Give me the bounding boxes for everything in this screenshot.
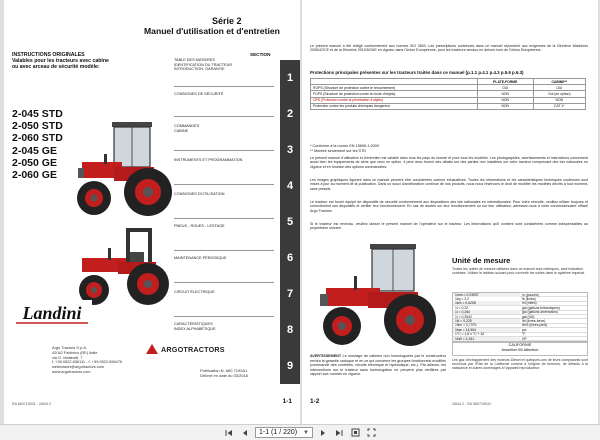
company-line[interactable]: www.argotractors.com (52, 368, 91, 374)
conversion-imperial: in (pouces) (522, 292, 539, 297)
conversion-table (452, 292, 588, 342)
table-cell: NON (477, 97, 533, 103)
model-item: 2-050 STD (12, 120, 63, 133)
table-header: CABINE** (533, 79, 585, 85)
protection-table-heading: Protections principales présentes sur les tracteurs traités dans ce manuel (p.1.1 p.4.1 p.4.3 p.5.6 p.6.3) (310, 70, 524, 75)
california-warning-text: Les gaz d'échappement des moteurs Diesel et quelques-uns de leurs composants sont reconnus par l'État de la Californie comme à l'origine de tumeurs, de défauts à la naissance et autres dommages à l'appareil reproducteur. (452, 358, 588, 371)
brand-name: Landini (22, 303, 82, 323)
instructions-line: INSTRUCTIONS ORIGINALES (12, 52, 85, 58)
prev-page-button[interactable] (239, 427, 251, 439)
toc-row (174, 58, 278, 72)
section-tab-2[interactable]: 2 (280, 96, 300, 132)
next-page-button[interactable] (317, 427, 329, 439)
toc-line: COMMANDES (174, 124, 200, 128)
publication-number: Publication N. 660 7190A1 (200, 368, 248, 373)
publication-date: Délivré en date du 03/2016 (200, 373, 249, 378)
page-right (302, 0, 598, 424)
left-page-number: 1-1 (282, 398, 292, 405)
company-line: via G. Matteotti, 7 (52, 354, 83, 360)
california-subtitle: Assertion 65 Attention (501, 348, 539, 352)
conversion-metric: 1Nm = 0,7375 (455, 323, 477, 328)
conversion-imperial: gal (gallons britanniques) (522, 305, 560, 310)
last-page-icon (335, 429, 343, 437)
toc-row (174, 290, 278, 295)
model-item: 2-060 STD (12, 132, 63, 145)
table-cell: NON (533, 97, 585, 103)
table-cell: NON (477, 91, 533, 97)
first-page-icon (225, 429, 233, 437)
toc-row (174, 124, 278, 133)
landini-logo (12, 300, 92, 326)
first-page-button[interactable] (223, 427, 235, 439)
company-line: 42042 Fabbrico (RE) Italie (52, 349, 98, 355)
toc-line: MAINTENANCE PÉRIODIQUE (174, 256, 227, 260)
model-item: 2-045 GE (12, 144, 57, 157)
viewer-toolbar (0, 424, 600, 440)
section-tab-7[interactable]: 7 (280, 276, 300, 312)
conversion-imperial: HP (522, 336, 527, 341)
model-item: 2-060 GE (12, 169, 57, 182)
table-cell: OUI (533, 85, 585, 91)
body-paragraph: Si le tracteur est revendu, veuillez laisser le présent manuel de l'opérateur sur le tracteur. Les informations qu'il contient sont considérées comme indispensables au propriétaire suivant. (310, 222, 588, 231)
conversion-row (453, 337, 587, 341)
instructions-block (12, 52, 160, 71)
toc-row (174, 322, 278, 331)
toc-line: CABINE (174, 128, 189, 133)
toc-row (174, 256, 278, 261)
conversion-imperial: gal (gallons américains) (522, 310, 558, 315)
model-item: 2-045 STD (12, 108, 63, 120)
model-item: 2-050 GE (12, 156, 57, 169)
section-tab-5[interactable]: 5 (280, 204, 300, 240)
toc-line: TABLE DES MATIERES (174, 58, 215, 62)
tractor-side-image (312, 240, 442, 350)
conversion-imperial: lbf.ft (livres-pied) (522, 323, 548, 328)
intro-paragraph: Le présent manuel a été rédigé conformément aux normes ISO 3600. Les prescriptions contenues dans ce manuel répondent aux exigences de la Directive Machines 2006/42/CE et de la Directive 2010/52/UE en vigueur dans l'Union Européenne, pour les tracteurs vendus en dehors hors de l'Union Européenne. (310, 44, 588, 53)
fit-page-icon (351, 428, 360, 437)
toc-row (174, 192, 278, 197)
left-footer-code: RA 660719041 - 2AN4.2 (12, 402, 51, 406)
conversion-metric: 1kW = 1,341 (453, 337, 520, 341)
warning-label: AVERTISSEMENT (310, 354, 342, 358)
argo-tractors-logo (146, 344, 225, 354)
toc-row (174, 224, 278, 229)
table-cell: Protection contre les produits chimiques dangereux (311, 103, 478, 109)
toc-row (174, 92, 278, 97)
table-cell: ROPS (Structure de protection contre le retournement) (311, 85, 478, 91)
body-paragraph: Le tracteur est fourni équipé de dispositifs de sécurité conformément aux dispositions des lois nationales en internationales. Pour votre sécurité, veuillez utiliser toujours et correctement ces dispositifs et vérifier leur fonctionnement. En cas de doutes sur leur fonctionnement ou sur leur utilisation, adressez-vous à votre concessionnaire officiel Argo Tractors. (310, 200, 588, 213)
toc-line: INDEX ALPHABÉTIQUE (174, 326, 216, 331)
section-tab-1[interactable]: 1 (280, 60, 300, 96)
toc-line: INTRODUCTION, GARANTIE (174, 67, 225, 72)
note-line: * Conforme à la norme EN 15695-1:2009 (310, 144, 380, 148)
argo-logo-text: ARGOTRACTORS (161, 345, 225, 354)
table-cell: FOPS (Structure de protection contre la chute d'objets) (311, 91, 478, 97)
table-cell: NON (477, 103, 533, 109)
conversion-imperial: gal (US) (522, 314, 535, 319)
table-cell: OUI (477, 85, 533, 91)
page-left (4, 0, 300, 424)
table-cell: CAT 1* (533, 103, 585, 109)
conversion-metric: 1kg = 2,2 (455, 297, 470, 302)
section-tab-3[interactable]: 3 (280, 132, 300, 168)
california-title: CALIFORNIE (508, 343, 532, 347)
toc-line: CIRCUIT ÉLECTRIQUE (174, 290, 215, 294)
manual-title: Manuel d'utilisation et d'entretien (144, 26, 280, 36)
conversion-metric: 1l = 0,2642 (455, 314, 472, 319)
tractor-rollbar-image (74, 224, 176, 308)
toc-divider (174, 282, 274, 283)
conversion-metric: 1mm = 0,03937 (453, 293, 520, 297)
instructions-line: Valables pour les tracteurs avec cabine (12, 58, 109, 65)
table-header: PLATE-FORME (477, 79, 533, 85)
argo-mark-icon (146, 344, 158, 354)
table-row (311, 103, 586, 109)
warning-text: Le montage de cabines non homologuées par le constructeur rendra la garantie caduque et en ce qui concerne les groupes fonctionnels modifiés (commande des contrôles, circuits électrique et hydraulique, etc.). Par ailleurs, les interventions sur le tracteur sans homologation ne peuvent plus vérifiées par rapport aux normes en vigueur. (310, 354, 446, 376)
toc-line: CARACTÉRISTIQUES (174, 322, 213, 326)
conversion-metric: 1km = 0,6208 (453, 301, 520, 305)
toc-line: INSTRUMENTS ET PROGRAMMATION (174, 158, 243, 162)
last-page-button[interactable] (333, 427, 345, 439)
table-cell: Oui (en option) (533, 91, 585, 97)
series-label: Série 2 (212, 16, 242, 26)
page-select[interactable] (255, 427, 313, 438)
protection-table (310, 78, 586, 110)
fullscreen-icon (367, 428, 376, 437)
body-paragraph: Les images graphiques figurant dans ce manuel peuvent être considérées comme exhaustives. Toutes les informations et les caractéristiques techniques contenues sont mises à jour au moment de la publication. Dans un souci d'amélioration continue de nos produits, nous nous réservons le droit de modifier les modèles décrits à tout moment, sans préavis. (310, 178, 588, 191)
toc-divider (174, 250, 274, 251)
conversion-metric: 1l = 0,264 (453, 310, 520, 314)
publication-info (200, 368, 292, 378)
toc-divider (174, 86, 274, 87)
chevron-down-icon: ▼ (303, 429, 309, 436)
toc-line: IDENTIFICATION DU TRACTEUR (174, 62, 233, 67)
company-line: t. +39.0522.656111 - f. +39.0522.656476 (52, 359, 123, 365)
table-notes (310, 144, 379, 153)
body-paragraph: Le présent manuel d'utilisation et d'entretien est valable dans tous les pays du monde et pour tous les modèles. Les photographies, avertissements et instructions concernent aussi bien les équipements de série que ceux en option. Il peut donc fournir des détails sur des parties non installées sur votre tracteur comprenant des lois nationales en vigueur et en fonction des options commandées. (310, 156, 588, 169)
instructions-line: ou avec arceau de sécurité modèle: (12, 64, 100, 71)
prev-page-icon (241, 429, 249, 437)
company-line[interactable]: webmaster@argotractors.com (52, 364, 105, 370)
section-tab-4[interactable]: 4 (280, 168, 300, 204)
note-line: ** Montée seulement sur les STD (310, 148, 367, 153)
conversion-imperial: mi (miles) (522, 301, 537, 306)
toc-row (174, 158, 278, 163)
toc-line: CONSIGNES D'UTILISATION (174, 192, 225, 196)
fullscreen-button[interactable] (365, 427, 377, 439)
conversion-imperial: lb (livres) (522, 297, 536, 302)
toc-divider (174, 150, 274, 151)
conversion-metric: 1N = 0,225 (453, 319, 520, 323)
section-tab-6[interactable]: 6 (280, 240, 300, 276)
section-tab-8[interactable]: 8 (280, 312, 300, 348)
right-page-number: 1-2 (310, 398, 320, 405)
conversion-metric: 1bar = 14,504 (453, 328, 520, 332)
toc-divider (174, 184, 274, 185)
fit-page-button[interactable] (349, 427, 361, 439)
section-label: SECTION (250, 52, 271, 57)
table-cell: OPS (Protection contre la pénétration d'objets) (311, 97, 478, 103)
conversion-imperial: lbf (livres-force) (522, 319, 546, 324)
conversion-metric: 1°C = 1,8 x °C + 32 (455, 332, 485, 337)
next-page-icon (319, 429, 327, 437)
toc-line: CONSIGNES DE SÉCURITÉ (174, 92, 224, 96)
page-select-value: 1-1 (1 / 220) (259, 429, 298, 436)
unit-of-measure-description: Toutes les unités de mesure utilisées dans ce manuel sont métriques, sauf indication contraire. Utiliser le tableau suivant pour convertir les unités dans le système impérial. (452, 267, 586, 276)
california-box (452, 342, 588, 356)
toc-divider (174, 316, 274, 317)
company-line: Argo Tractors S.p.A. (52, 345, 88, 350)
unit-of-measure-title: Unité de mesure (452, 256, 511, 265)
right-footer-code: 2AN4.2 - RA 660719041 (452, 402, 491, 406)
toc-divider (174, 116, 274, 117)
warning-block (310, 354, 446, 377)
conversion-imperial: °F (522, 332, 526, 337)
toc-line: PNEUS - ROUES - LESTAGE (174, 224, 225, 228)
section-tab-9[interactable]: 9 (280, 348, 300, 384)
tractor-cab-image (74, 118, 176, 222)
conversion-imperial: psi (522, 327, 527, 332)
toc-divider (174, 218, 274, 219)
conversion-metric: 1l = 0,22 (455, 305, 469, 310)
